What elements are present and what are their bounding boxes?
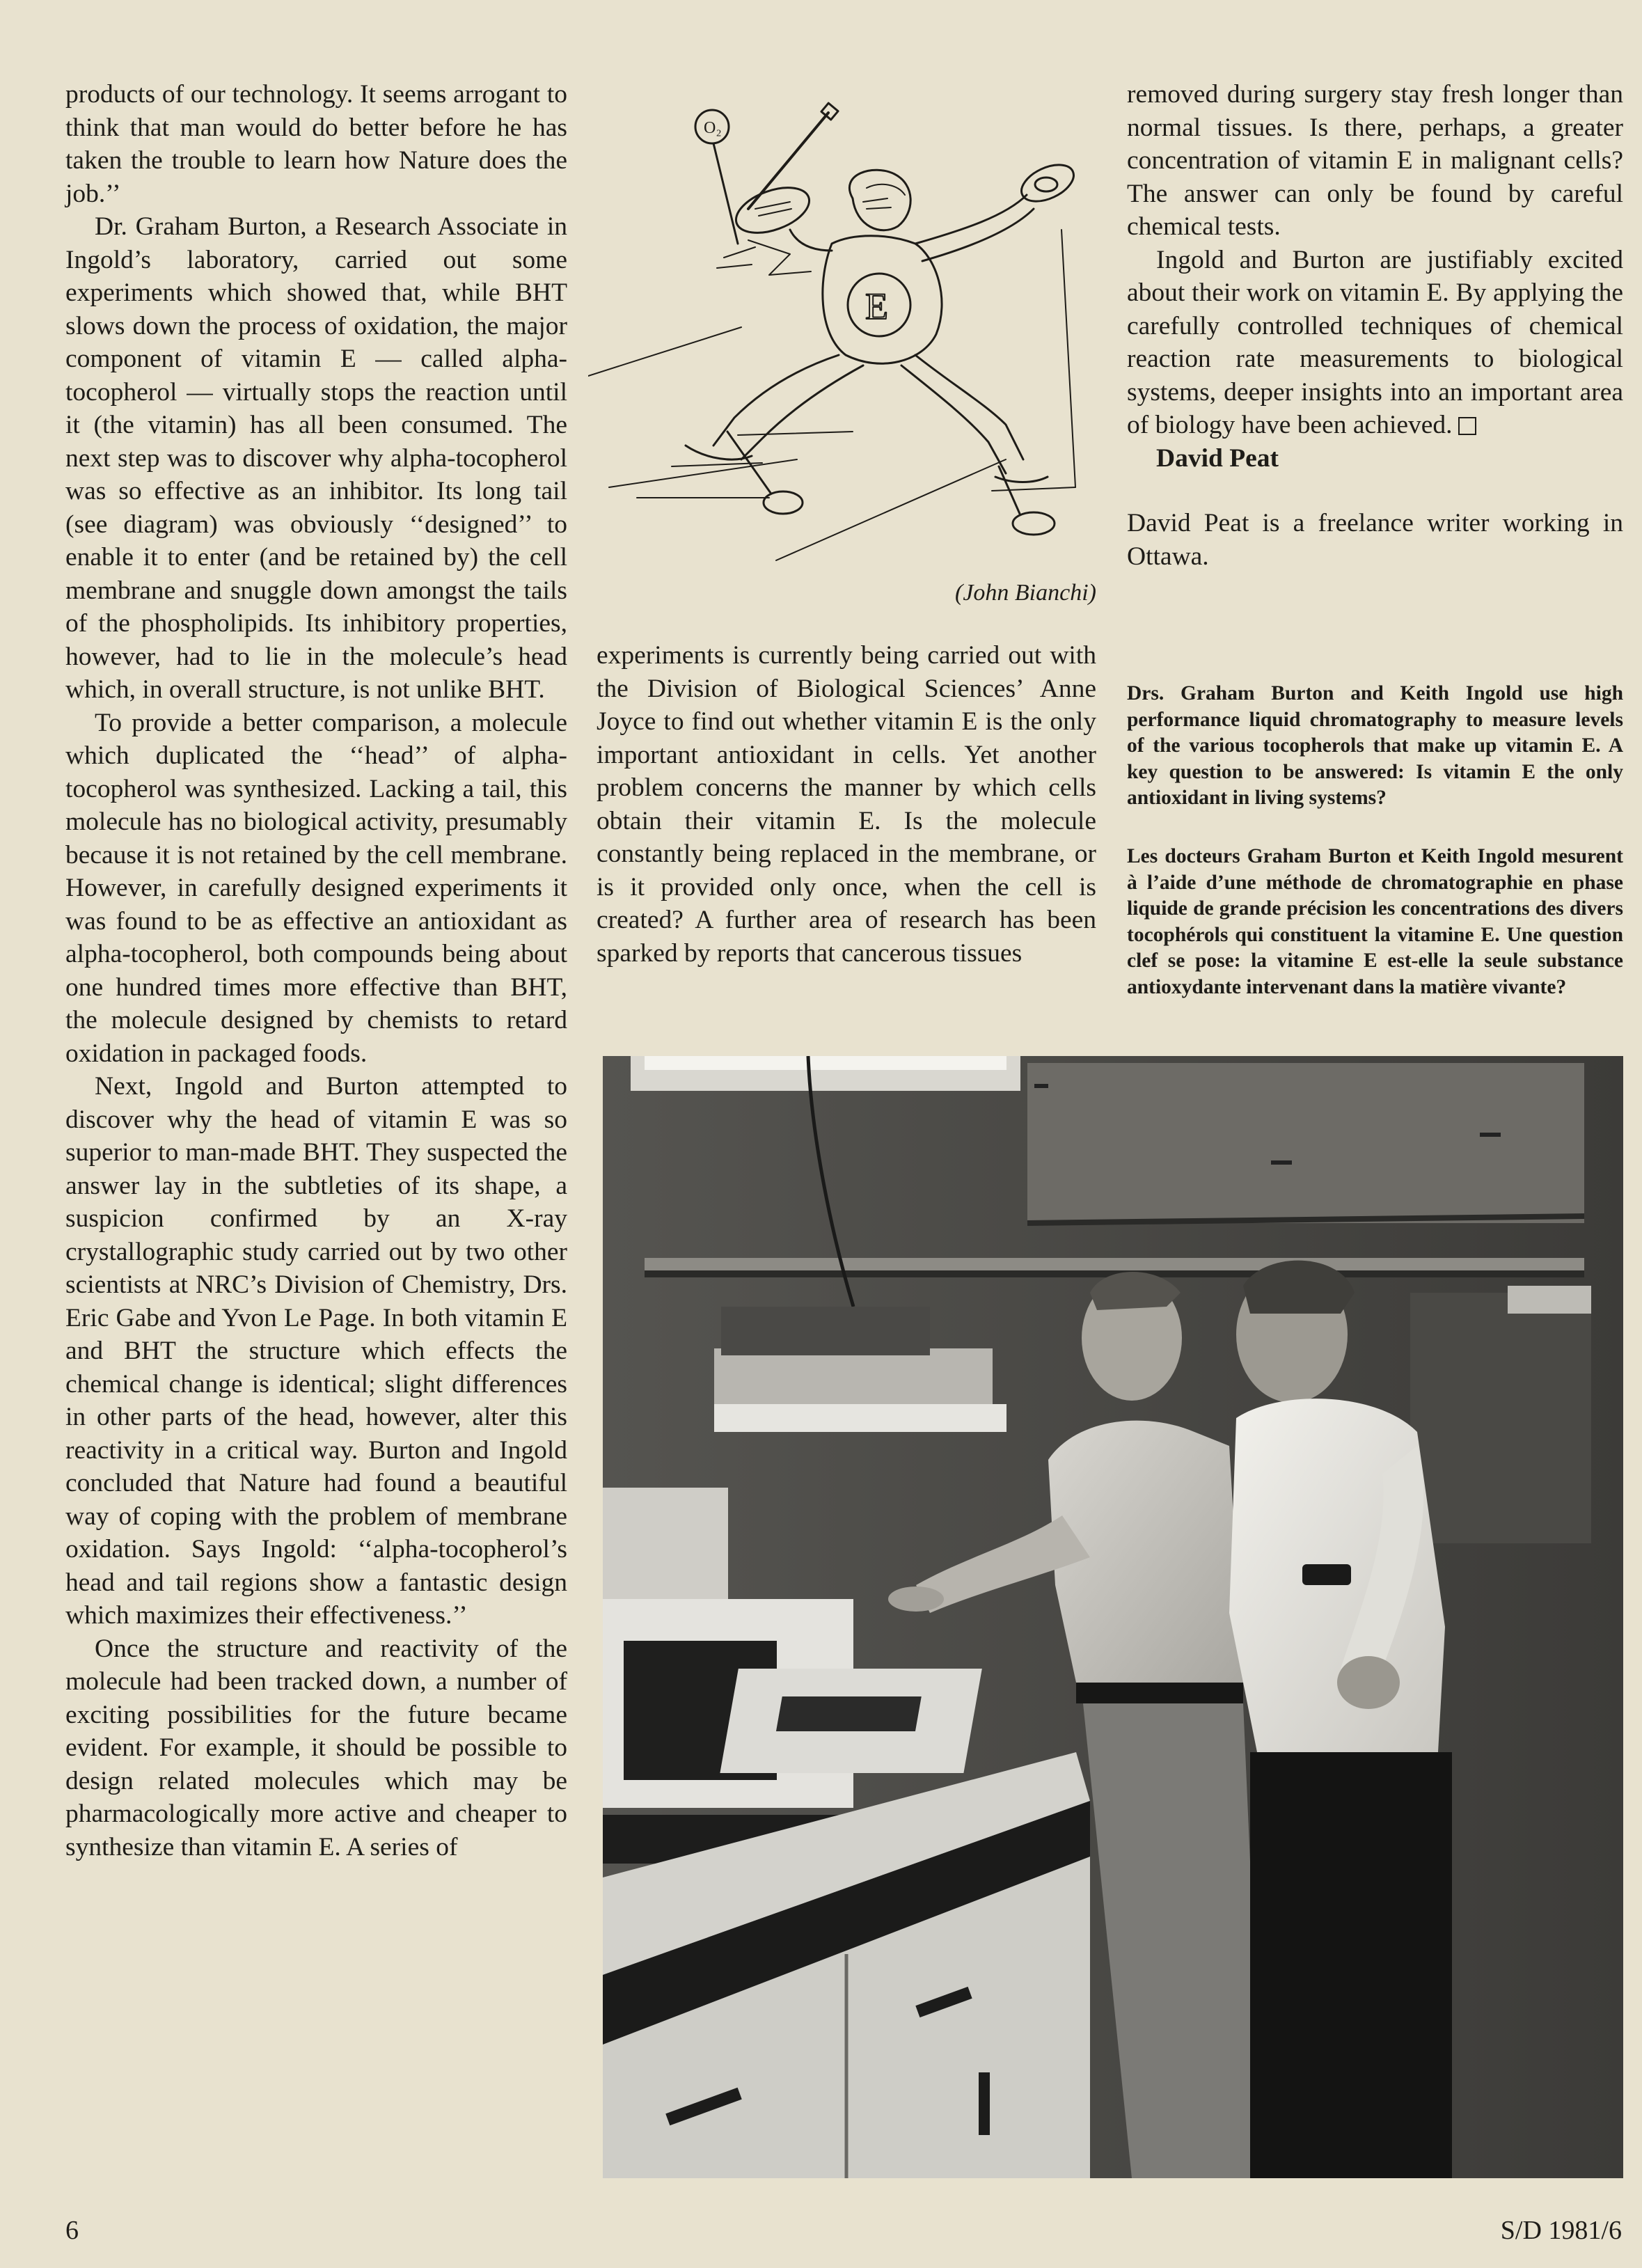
- photo-caption-english: Drs. Graham Burton and Keith Ingold use high performance liquid chromatography to measure levels of the various tocopherols that make up vitamin E. A key question to be answered: Is vitamin E the only antioxidant in living systems?: [1127, 682, 1623, 809]
- vitamin-e-cartoon-illustration: [588, 97, 1100, 578]
- photo-caption-french: Les docteurs Graham Burton et Keith Ingold mesurent à l’aide d’une méthode de chromatographie en phase liquide de grande précision les concentrations des divers tocophérols qui constituent la vitamine E. Une question clef se pose: la vitamine E est-elle la seule substance antioxydante intervenant dans la matière vivante?: [1127, 845, 1623, 998]
- page-number: 6: [65, 2216, 79, 2245]
- paragraph: removed during surgery stay fresh longer than normal tissues. Is there, perhaps, a greater concentration of vitamin E in malignant cells? The answer can only be found by careful chemical tests.: [1127, 80, 1623, 241]
- oxygen-molecule-icon: [1016, 157, 1079, 209]
- paragraph: products of our technology. It seems arrogant to think that man would do better before he has taken the trouble to learn how Nature does the job.’’: [65, 80, 567, 208]
- lab-photograph: [603, 1056, 1623, 2178]
- article-column-3: [1127, 78, 1623, 573]
- oxygen-molecule-icon: [695, 110, 738, 244]
- paragraph: To provide a better comparison, a molecule which duplicated the ‘‘head’’ of alpha-tocopherol was synthesized. Lacking a tail, this molecule has no biological activity, presumably because it is not retained by the cell membrane. However, in carefully designed experiments it was found to be as effective an antioxidant as alpha-tocopherol, both compounds being about one hundred times more effective than BHT, the molecule designed by chemists to retard oxidation in packaged foods.: [65, 708, 567, 1068]
- oxygen-molecule-icon: [776, 459, 1055, 560]
- author-bio: David Peat is a freelance writer working in Ottawa.: [1127, 509, 1623, 571]
- issue-label: S/D 1981/6: [1500, 2216, 1622, 2245]
- paragraph: [1127, 244, 1623, 442]
- illustration-credit: (John Bianchi): [955, 580, 1096, 606]
- article-column-2: [597, 639, 1096, 970]
- paragraph: Once the structure and reactivity of the molecule had been tracked down, a number of exciting possibilities for the future became evident. For example, it should be possible to design related molecules which may be pharmacologically more active and cheaper to synthesize than vitamin E. A series of: [65, 1634, 567, 1861]
- vitamin-e-chest-letter: E: [865, 285, 888, 327]
- end-of-article-square-icon: [1458, 417, 1476, 435]
- paragraph-text: Ingold and Burton are justifiably excited about their work on vitamin E. By applying the carefully controlled techniques of chemical reaction rate measurements to biological systems, deeper insights into an important area of biology have been achieved.: [1127, 245, 1623, 439]
- article-column-1: [65, 78, 567, 1864]
- oxygen-molecule-icon: [637, 432, 853, 514]
- paragraph: Dr. Graham Burton, a Research Associate in Ingold’s laboratory, carried out some experiments which showed that, while BHT slows down the process of oxidation, the major component of vitamin E — called alpha-tocopherol — virtually stops the reaction until it (the vitamin) has all been consumed. The next step was to discover why alpha-tocopherol was so effective as an inhibitor. Its long tail (see diagram) was obviously ‘‘designed’’ to enable it to enter (and be retained by) the cell membrane and snuggle down amongst the tails of the phospholipids. Its inhibitory properties, however, had to lie in the molecule’s head which, in overall structure, is not unlike BHT.: [65, 212, 567, 704]
- svg-text:O₂: O₂: [704, 119, 722, 137]
- author-byline: David Peat: [1156, 443, 1279, 473]
- paragraph: Next, Ingold and Burton attempted to discover why the head of vitamin E was so superior to man-made BHT. They suspected the answer lay in the subtleties of its shape, a suspicion confirmed by an X-ray crystallographic study carried out by two other scientists at NRC’s Division of Chemistry, Drs. Eric Gabe and Yvon Le Page. In both vitamin E and BHT the structure which effects the chemical change is identical; slight differences in other parts of the head, however, alter this reactivity in a critical way. Burton and Ingold concluded that Nature had found a beautiful way of coping with the problem of membrane oxidation. Says Ingold: ‘‘alpha-tocopherol’s head and tail regions show a fantastic design which maximizes their effectiveness.’’: [65, 1072, 567, 1630]
- paragraph: experiments is currently being carried out with the Division of Biological Sciences’ Anne Joyce to find out whether vitamin E is the only important antioxidant in cells. Yet another problem concerns the manner by which cells obtain their vitamin E. Is the molecule constantly being replaced in the membrane, or is it provided only once, when the cell is created? A further area of research has been sparked by reports that cancerous tissues: [597, 641, 1096, 968]
